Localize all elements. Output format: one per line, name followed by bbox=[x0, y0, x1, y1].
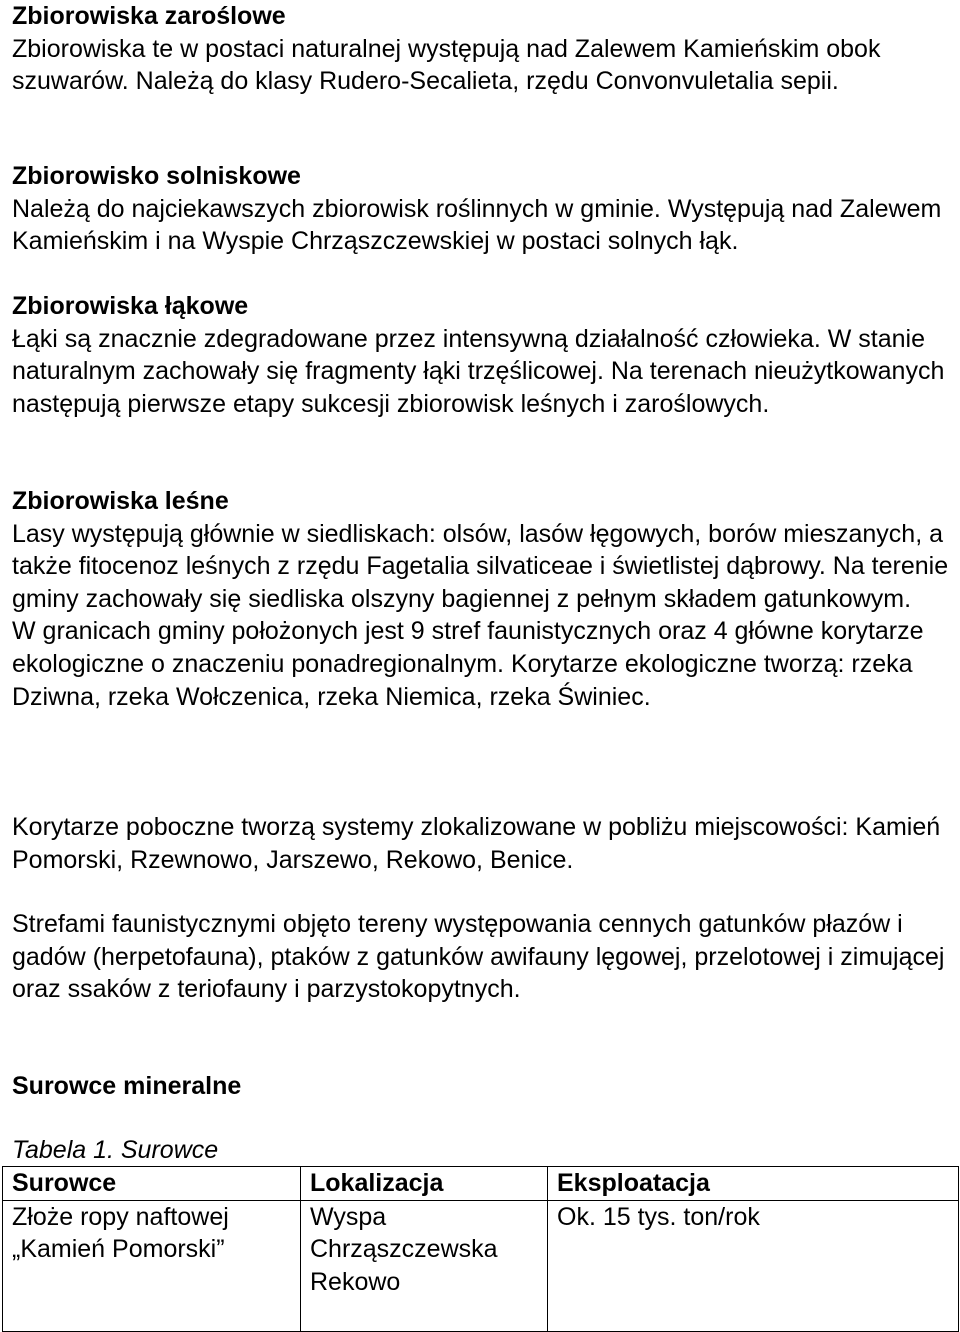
section-solniskowe bbox=[12, 160, 957, 258]
section-body: Łąki są znacznie zdegradowane przez intensywną działalność człowieka. W stanie naturalnym zachowały się fragmenty łąki trzęślicowej. Na terenach nieużytkowanych następują pierwsze etapy sukcesji zbiorowisk leśnych i zaroślowych. bbox=[12, 324, 945, 418]
table-cell-surowce bbox=[3, 1200, 301, 1331]
section-body: Lasy występują głównie w siedliskach: olsów, lasów łęgowych, borów mieszanych, a także fitocenoz leśnych z rzędu Fagetalia silvaticeae i świetlistej dąbrowy. Na terenie gminy zachowały się siedliska olszyny bagiennej z pełnym składem gatunkowym. bbox=[12, 519, 949, 613]
section-body-continued: W granicach gminy położonych jest 9 stref faunistycznych oraz 4 główne korytarze ekologiczne o znaczeniu ponadregionalnym. Korytarze ekologiczne tworzą: rzeka Dziwna, rzeka Wołczenica, rzeka Niemica, rzeka Świniec. bbox=[12, 617, 924, 711]
section-heading: Zbiorowiska zaroślowe bbox=[12, 2, 286, 30]
section-heading: Surowce mineralne bbox=[12, 1072, 242, 1100]
table-header-cell: Lokalizacja bbox=[301, 1167, 548, 1201]
paragraph-strefy bbox=[12, 908, 957, 1006]
cell-line: Wyspa bbox=[310, 1202, 387, 1231]
surowce-table bbox=[2, 1166, 959, 1332]
section-heading: Zbiorowisko solniskowe bbox=[12, 162, 301, 190]
cell-line: Ok. 15 tys. ton/rok bbox=[557, 1202, 760, 1231]
section-zaroslowe bbox=[12, 0, 957, 98]
table-header-cell: Eksploatacja bbox=[548, 1167, 959, 1201]
table-caption: Tabela 1. Surowce bbox=[12, 1136, 219, 1164]
table-row bbox=[3, 1200, 959, 1331]
section-lakowe bbox=[12, 290, 957, 420]
section-heading: Zbiorowiska łąkowe bbox=[12, 292, 249, 320]
paragraph-korytarze bbox=[12, 811, 957, 876]
paragraph-text: Korytarze poboczne tworzą systemy zlokalizowane w pobliżu miejscowości: Kamień Pomorski, Rzewnowo, Jarszewo, Rekowo, Benice. bbox=[12, 813, 941, 874]
cell-line: Rekowo bbox=[310, 1267, 401, 1296]
cell-line: „Kamień Pomorski” bbox=[12, 1235, 225, 1264]
section-body: Zbiorowiska te w postaci naturalnej występują nad Zalewem Kamieńskim obok szuwarów. Należą do klasy Rudero-Secalieta, rzędu Convonvuletalia sepii. bbox=[12, 34, 881, 96]
table-caption-wrap bbox=[12, 1134, 957, 1167]
paragraph-text: Strefami faunistycznymi objęto tereny występowania cennych gatunków płazów i gadów (herpetofauna), ptaków z gatunków awifauny lęgowej, przelotowej i zimującej oraz ssaków z teriofauny i parzystokopytnych. bbox=[12, 910, 945, 1004]
table-cell-eksploatacja bbox=[548, 1200, 959, 1331]
cell-line: Chrząszczewska bbox=[310, 1235, 498, 1264]
section-heading: Zbiorowiska leśne bbox=[12, 487, 229, 515]
table-cell-lokalizacja bbox=[301, 1200, 548, 1331]
table-header-row bbox=[3, 1167, 959, 1201]
table-header-cell: Surowce bbox=[3, 1167, 301, 1201]
section-lesne bbox=[12, 485, 957, 713]
cell-line: Złoże ropy naftowej bbox=[12, 1202, 229, 1231]
section-body: Należą do najciekawszych zbiorowisk roślinnych w gminie. Występują nad Zalewem Kamieńskim i na Wyspie Chrząszczewskiej w postaci solnych łąk. bbox=[12, 194, 942, 256]
surowce-section bbox=[12, 1070, 957, 1103]
